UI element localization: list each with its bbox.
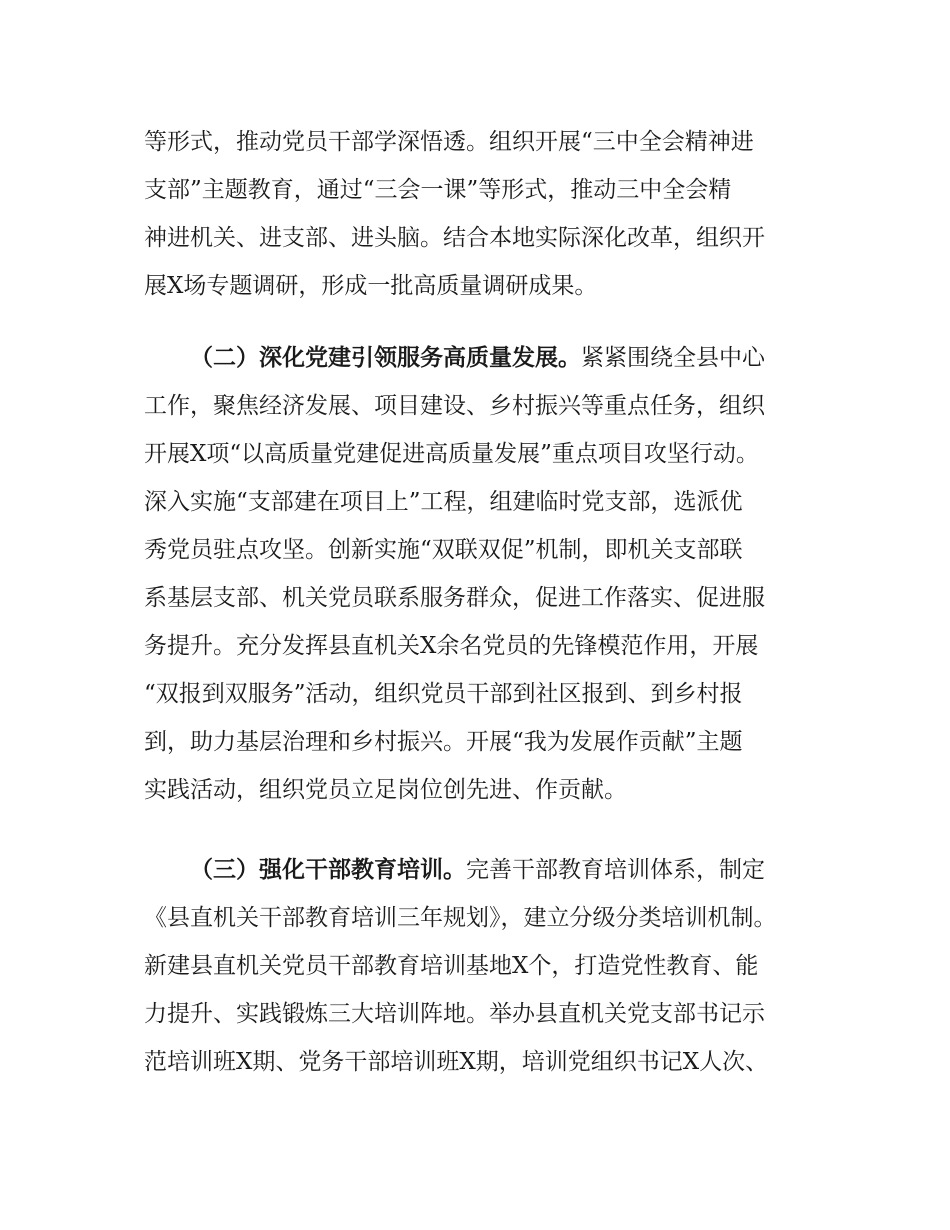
text-fragment: 紧紧围绕全县中心 [581, 345, 765, 371]
text-fragment: 完善干部教育培训体系，制定 [466, 857, 765, 883]
text-line: 系基层支部、机关党员联系服务群众，促进工作落实、促进服 [144, 585, 765, 611]
text-line: 展X场专题调研，形成一批高质量调研成果。 [144, 273, 598, 299]
paragraph-2 [144, 334, 834, 814]
text-line: 深入实施“支部建在项目上”工程，组建临时党支部，选派优 [144, 489, 743, 515]
text-line: 力提升、实践锻炼三大培训阵地。举办县直机关党支部书记示 [144, 1001, 765, 1027]
text-line: 范培训班X期、党务干部培训班X期，培训党组织书记X人次、 [144, 1049, 769, 1075]
text-line: 《县直机关干部教育培训三年规划》，建立分级分类培训机制。 [144, 905, 777, 931]
text-line: “双报到双服务”活动，组织党员干部到社区报到、到乡村报 [144, 681, 743, 707]
paragraph-first-line [144, 846, 834, 894]
text-line: 实践活动，组织党员立足岗位创先进、作贡献。 [144, 777, 627, 803]
section-heading: （三）强化干部教育培训。 [190, 857, 466, 883]
text-line: 开展X项“以高质量党建促进高质量发展”重点项目攻坚行动。 [144, 441, 759, 467]
section-heading: （二）深化党建引领服务高质量发展。 [190, 345, 581, 371]
paragraph-1 [144, 118, 834, 310]
text-line: 工作，聚焦经济发展、项目建设、乡村振兴等重点任务，组织 [144, 393, 765, 419]
paragraph-3 [144, 846, 834, 1086]
text-line: 等形式，推动党员干部学深悟透。组织开展“三中全会精神进 [144, 129, 754, 155]
text-line: 到，助力基层治理和乡村振兴。开展“我为发展作贡献”主题 [144, 729, 743, 755]
text-line: 务提升。充分发挥县直机关X余名党员的先锋模范作用，开展 [144, 633, 759, 659]
paragraph-first-line [144, 334, 834, 382]
text-line: 支部”主题教育，通过“三会一课”等形式，推动三中全会精 [144, 177, 732, 203]
text-line: 秀党员驻点攻坚。创新实施“双联双促”机制，即机关支部联 [144, 537, 743, 563]
text-line: 神进机关、进支部、进头脑。结合本地实际深化改革，组织开 [144, 225, 765, 251]
text-line: 新建县直机关党员干部教育培训基地X个，打造党性教育、能 [144, 953, 759, 979]
